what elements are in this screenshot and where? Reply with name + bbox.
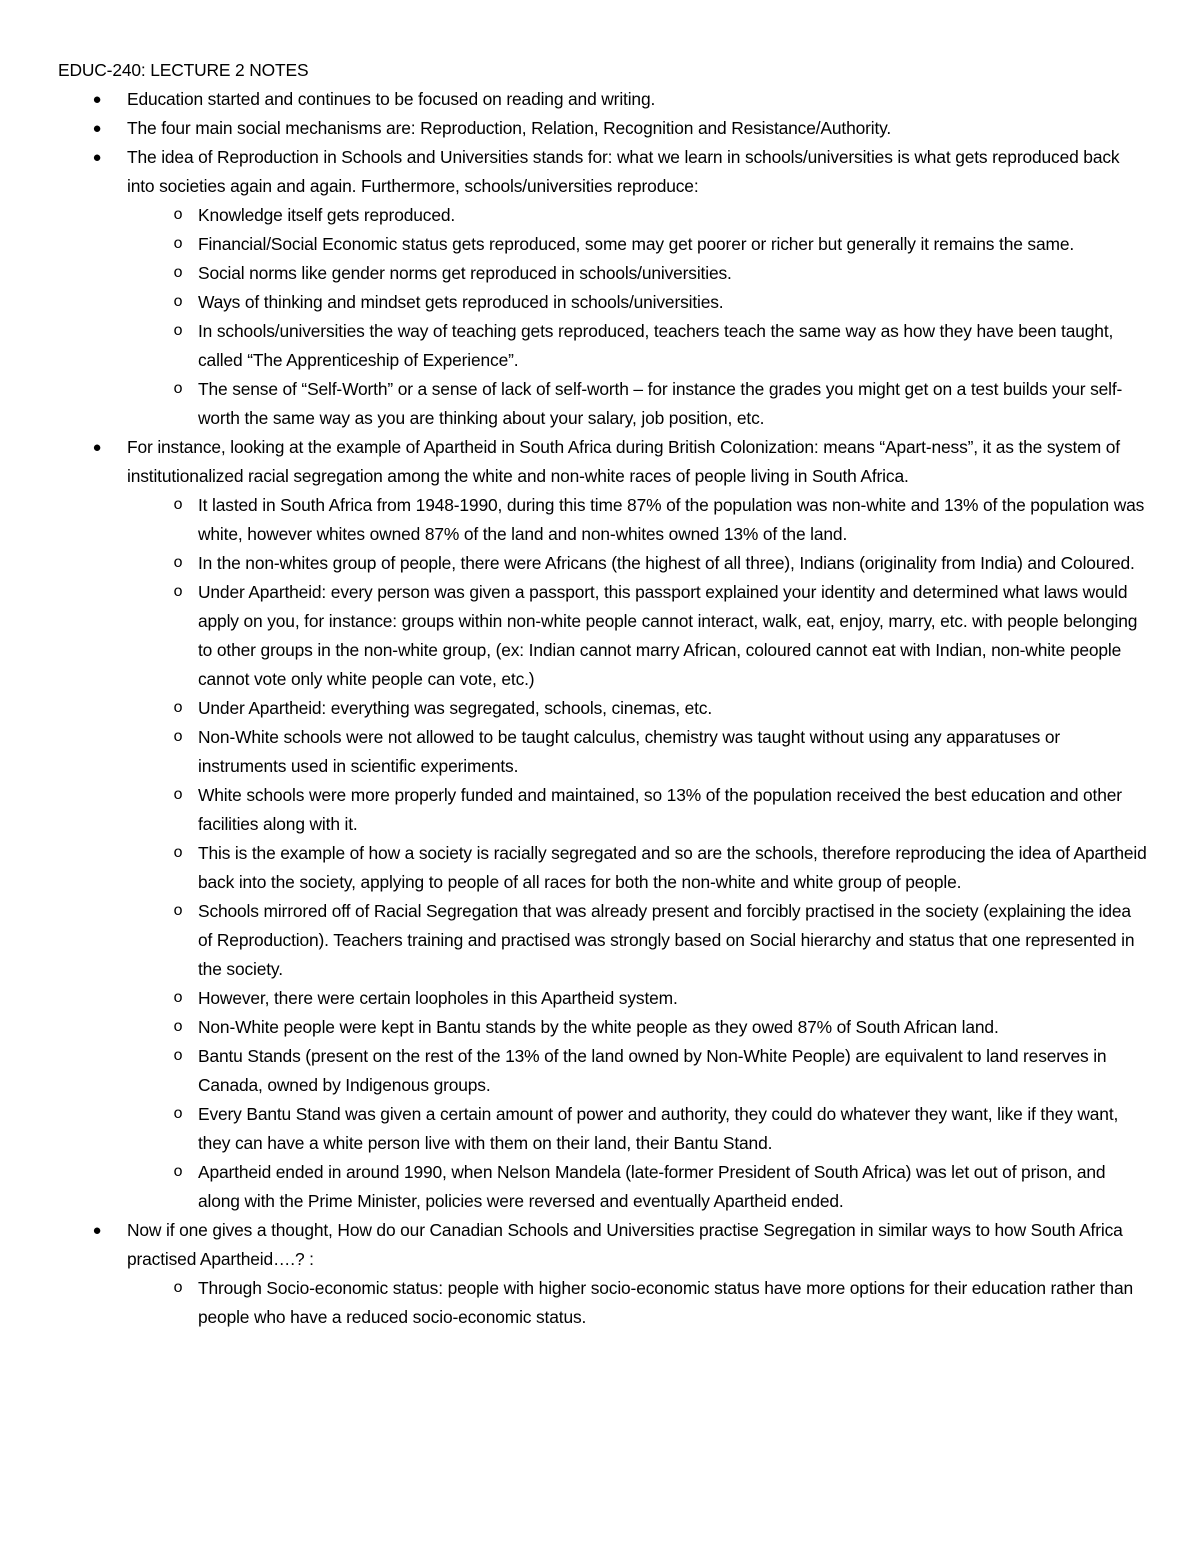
sub-bullet-text: It lasted in South Africa from 1948-1990, during this time 87% of the population was non-white and 13% of the population was white, however whites owned 87% of the land and non-whites owned 13% of the land. — [198, 495, 1145, 544]
bullet-item — [58, 114, 1148, 143]
bullet-item — [58, 1216, 1148, 1332]
bullet-list — [58, 85, 1148, 1332]
sub-bullet-list — [127, 491, 1148, 1216]
sub-bullet-text: Non-White people were kept in Bantu stands by the white people as they owed 87% of South African land. — [198, 1017, 999, 1037]
hollow-circle-bullet-icon: o — [173, 293, 183, 311]
bullet-text: Now if one gives a thought, How do our Canadian Schools and Universities practise Segregation in similar ways to how South Africa practised Apartheid….? : — [127, 1220, 1123, 1269]
hollow-circle-bullet-icon: o — [173, 1163, 183, 1181]
sub-bullet-item — [127, 259, 1148, 288]
sub-bullet-item — [127, 201, 1148, 230]
bullet-item — [58, 433, 1148, 1216]
bullet-item — [58, 143, 1148, 433]
hollow-circle-bullet-icon: o — [173, 554, 183, 572]
hollow-circle-bullet-icon: o — [173, 786, 183, 804]
sub-bullet-item — [127, 375, 1148, 433]
sub-bullet-item — [127, 288, 1148, 317]
hollow-circle-bullet-icon: o — [173, 496, 183, 514]
hollow-circle-bullet-icon: o — [173, 235, 183, 253]
bullet-dot-icon: ● — [92, 439, 102, 456]
bullet-text: For instance, looking at the example of Apartheid in South Africa during British Colonization: means “Apart-ness”, it as the system of institutionalized racial segregation among the white and non-white races of people living in South Africa. — [127, 437, 1120, 486]
sub-bullet-text: Under Apartheid: everything was segregated, schools, cinemas, etc. — [198, 698, 713, 718]
sub-bullet-text: In schools/universities the way of teaching gets reproduced, teachers teach the same way as how they have been taught, called “The Apprenticeship of Experience”. — [198, 321, 1114, 370]
sub-bullet-text: Knowledge itself gets reproduced. — [198, 205, 456, 225]
sub-bullet-text: Social norms like gender norms get reproduced in schools/universities. — [198, 263, 732, 283]
hollow-circle-bullet-icon: o — [173, 989, 183, 1007]
sub-bullet-item — [127, 1013, 1148, 1042]
sub-bullet-text: However, there were certain loopholes in this Apartheid system. — [198, 988, 678, 1008]
sub-bullet-item — [127, 839, 1148, 897]
sub-bullet-text: Every Bantu Stand was given a certain amount of power and authority, they could do whatever they want, like if they want, they can have a white person live with them on their land, their Bantu Stand. — [198, 1104, 1119, 1153]
bullet-text: The idea of Reproduction in Schools and Universities stands for: what we learn in schools/universities is what gets reproduced back into societies again and again. Furthermore, schools/universities reproduce: — [127, 147, 1120, 196]
sub-bullet-list — [127, 1274, 1148, 1332]
hollow-circle-bullet-icon: o — [173, 206, 183, 224]
sub-bullet-item — [127, 1100, 1148, 1158]
sub-bullet-item — [127, 897, 1148, 984]
hollow-circle-bullet-icon: o — [173, 583, 183, 601]
sub-bullet-list — [127, 201, 1148, 433]
document-title: EDUC-240: LECTURE 2 NOTES — [58, 60, 309, 80]
sub-bullet-item — [127, 723, 1148, 781]
bullet-dot-icon: ● — [92, 120, 102, 137]
sub-bullet-item — [127, 491, 1148, 549]
bullet-dot-icon: ● — [92, 1222, 102, 1239]
hollow-circle-bullet-icon: o — [173, 1279, 183, 1297]
sub-bullet-text: Under Apartheid: every person was given a passport, this passport explained your identity and determined what laws would apply on you, for instance: groups within non-white people cannot interact, walk, eat, enjoy, marry, etc. with people belonging to other groups in the non-white group, (ex: Indian cannot marry African, coloured cannot eat with Indian, non-white people cannot vote only white people can vote, etc.) — [198, 582, 1138, 689]
sub-bullet-text: Schools mirrored off of Racial Segregation that was already present and forcibly practised in the society (explaining the idea of Reproduction). Teachers training and practised was strongly based on Social hierarchy and status that one represented in the society. — [198, 901, 1135, 979]
document-page — [58, 56, 1148, 1332]
sub-bullet-text: Apartheid ended in around 1990, when Nelson Mandela (late-former President of South Africa) was let out of prison, and along with the Prime Minister, policies were reversed and eventually Apartheid ended. — [198, 1162, 1106, 1211]
sub-bullet-text: Financial/Social Economic status gets reproduced, some may get poorer or richer but generally it remains the same. — [198, 234, 1075, 254]
sub-bullet-item — [127, 578, 1148, 694]
sub-bullet-item — [127, 230, 1148, 259]
hollow-circle-bullet-icon: o — [173, 699, 183, 717]
sub-bullet-item — [127, 984, 1148, 1013]
sub-bullet-item — [127, 1042, 1148, 1100]
sub-bullet-text: In the non-whites group of people, there were Africans (the highest of all three), Indians (originality from India) and Coloured. — [198, 553, 1135, 573]
bullet-item — [58, 85, 1148, 114]
sub-bullet-text: White schools were more properly funded and maintained, so 13% of the population received the best education and other facilities along with it. — [198, 785, 1122, 834]
sub-bullet-text: Non-White schools were not allowed to be taught calculus, chemistry was taught without using any apparatuses or instruments used in scientific experiments. — [198, 727, 1061, 776]
sub-bullet-item — [127, 1274, 1148, 1332]
sub-bullet-item — [127, 694, 1148, 723]
hollow-circle-bullet-icon: o — [173, 902, 183, 920]
sub-bullet-item — [127, 549, 1148, 578]
hollow-circle-bullet-icon: o — [173, 264, 183, 282]
bullet-text: The four main social mechanisms are: Reproduction, Relation, Recognition and Resistance/Authority. — [127, 118, 892, 138]
bullet-text: Education started and continues to be focused on reading and writing. — [127, 89, 656, 109]
sub-bullet-item — [127, 781, 1148, 839]
hollow-circle-bullet-icon: o — [173, 380, 183, 398]
hollow-circle-bullet-icon: o — [173, 1018, 183, 1036]
hollow-circle-bullet-icon: o — [173, 1047, 183, 1065]
bullet-dot-icon: ● — [92, 91, 102, 108]
hollow-circle-bullet-icon: o — [173, 322, 183, 340]
sub-bullet-item — [127, 317, 1148, 375]
sub-bullet-text: Bantu Stands (present on the rest of the 13% of the land owned by Non-White People) are equivalent to land reserves in Canada, owned by Indigenous groups. — [198, 1046, 1107, 1095]
sub-bullet-item — [127, 1158, 1148, 1216]
sub-bullet-text: The sense of “Self-Worth” or a sense of lack of self-worth – for instance the grades you might get on a test builds your self-worth the same way as you are thinking about your salary, job position, etc. — [198, 379, 1123, 428]
sub-bullet-text: This is the example of how a society is racially segregated and so are the schools, therefore reproducing the idea of Apartheid back into the society, applying to people of all races for both the non-white and white group of people. — [198, 843, 1147, 892]
sub-bullet-text: Through Socio-economic status: people with higher socio-economic status have more options for their education rather than people who have a reduced socio-economic status. — [198, 1278, 1133, 1327]
hollow-circle-bullet-icon: o — [173, 1105, 183, 1123]
hollow-circle-bullet-icon: o — [173, 728, 183, 746]
bullet-dot-icon: ● — [92, 149, 102, 166]
sub-bullet-text: Ways of thinking and mindset gets reproduced in schools/universities. — [198, 292, 724, 312]
hollow-circle-bullet-icon: o — [173, 844, 183, 862]
